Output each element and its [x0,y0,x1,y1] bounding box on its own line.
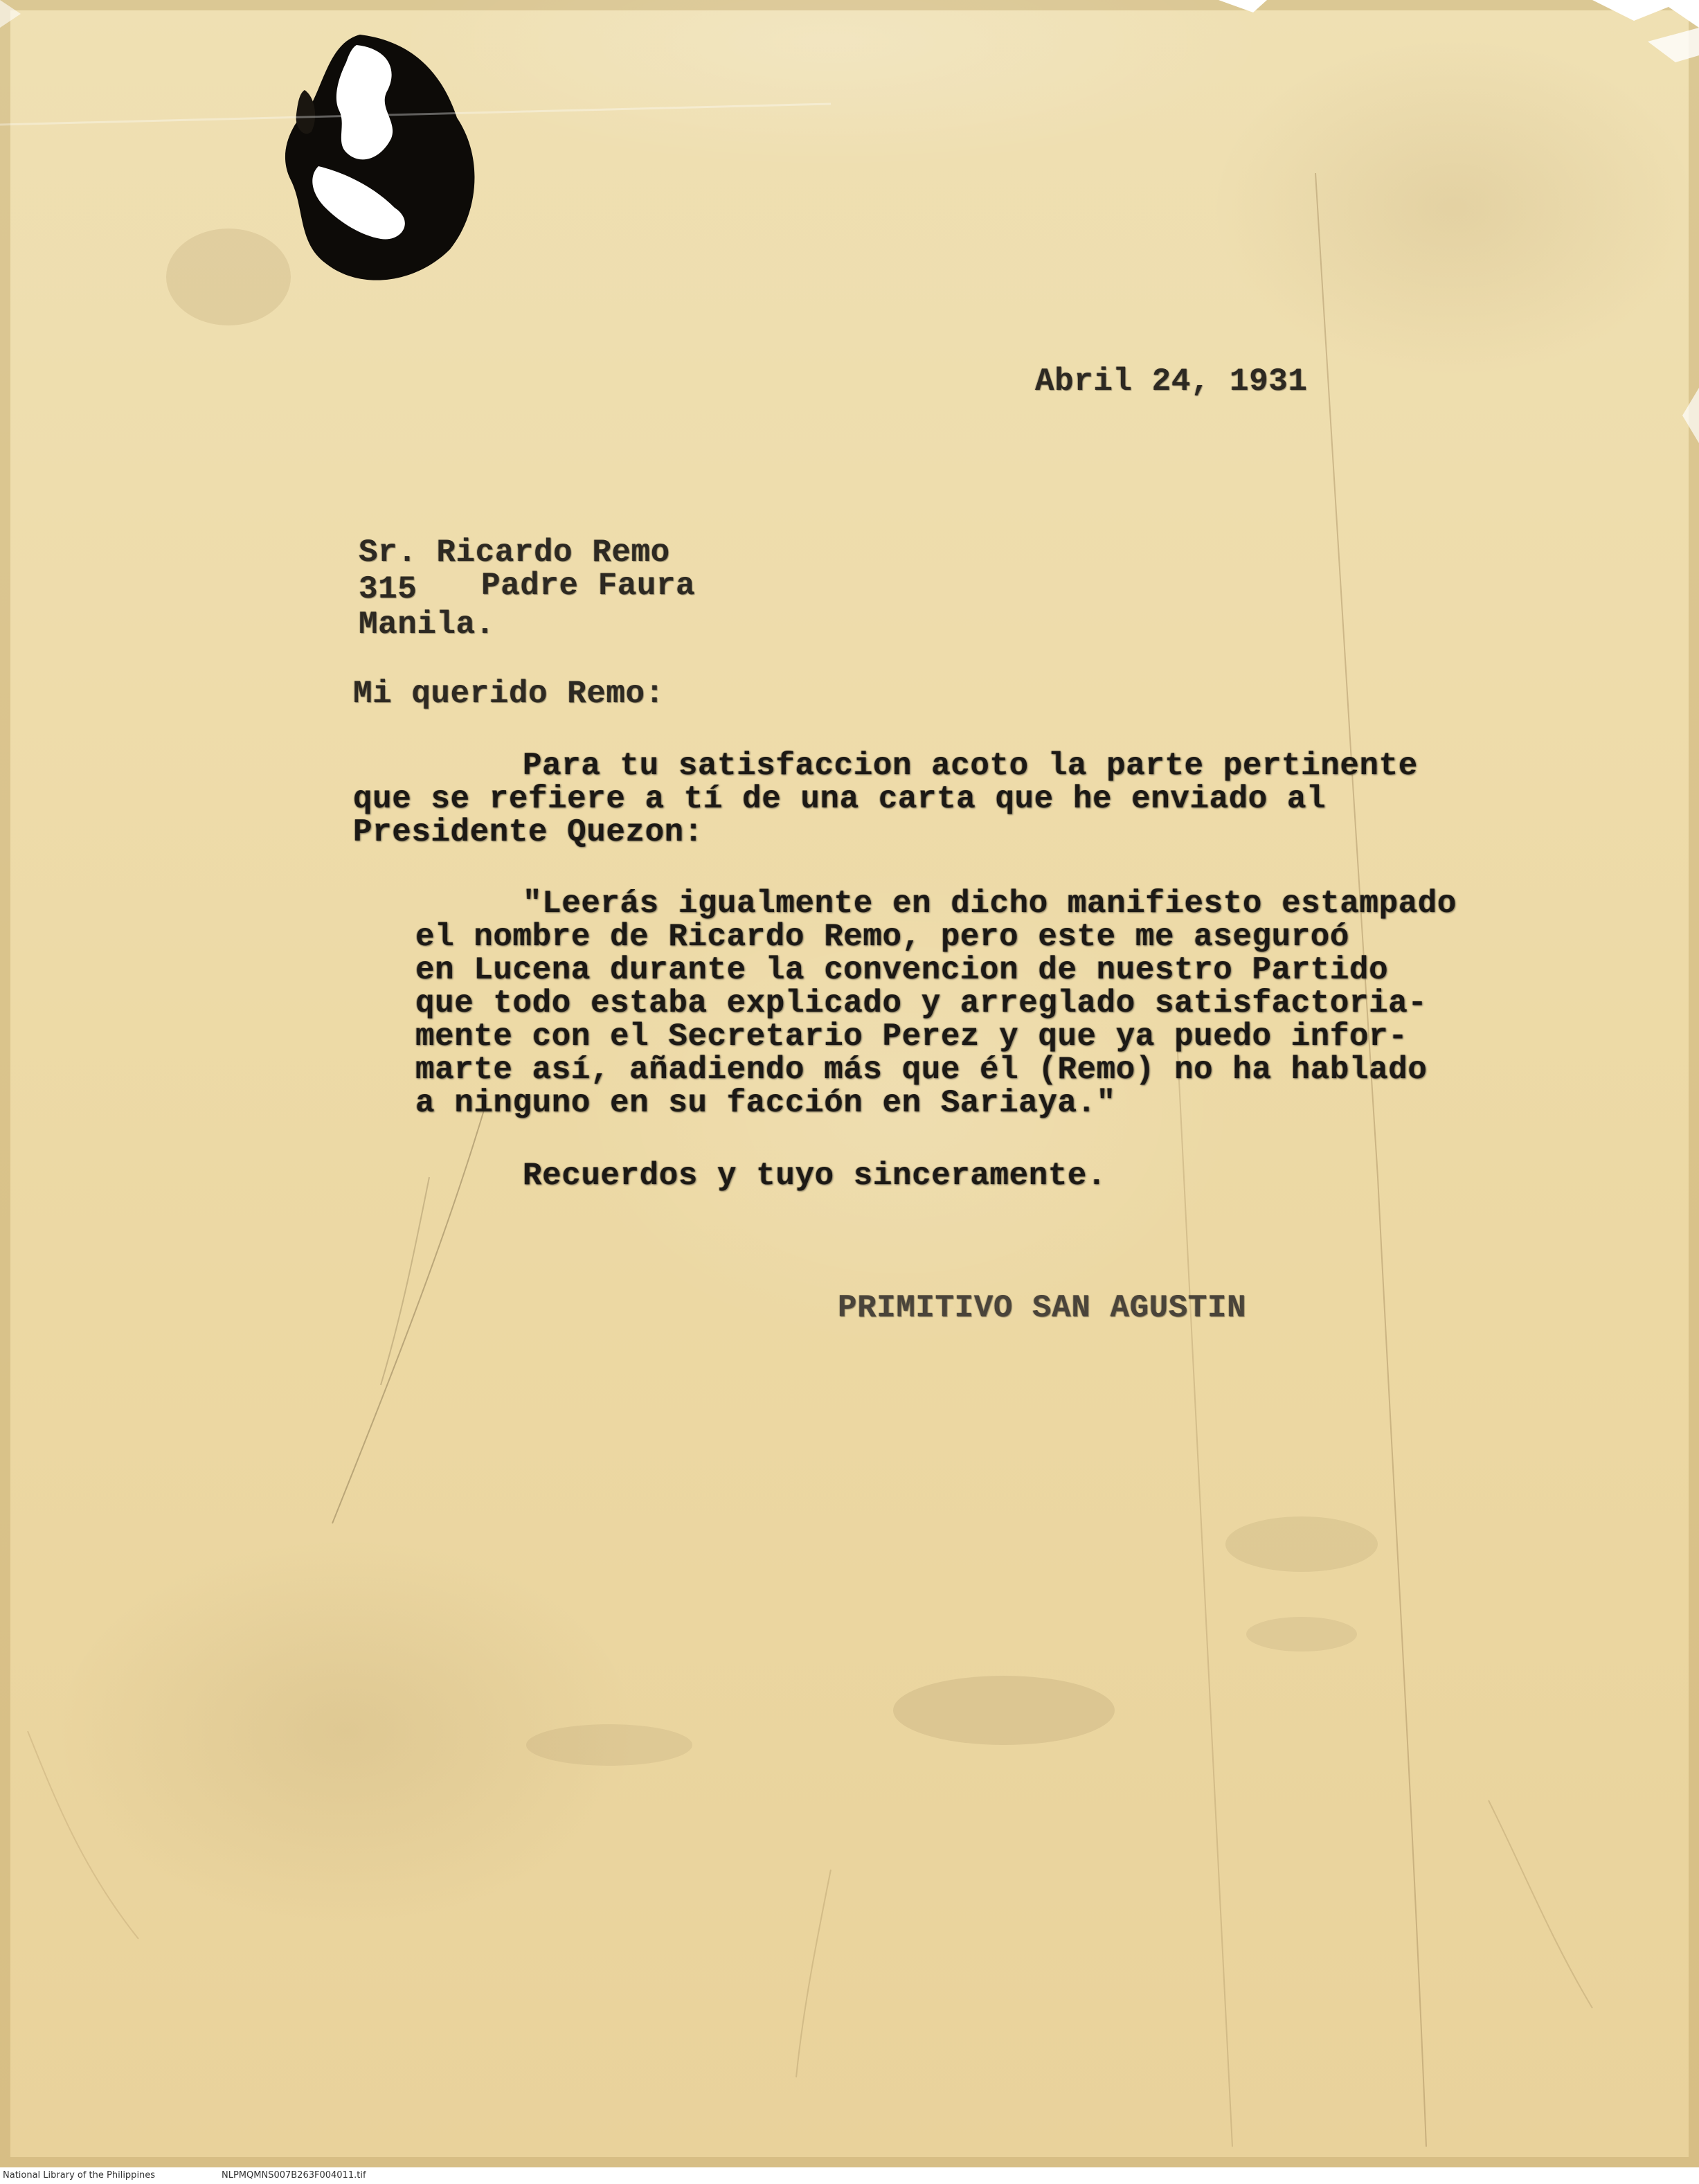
quote-line: marte así, añadiendo más que él (Remo) no ha hablado [415,1052,1428,1088]
intro-line: Presidente Quezon: [353,814,703,850]
quote-line: en Lucena durante la convencion de nuestro Partido [415,952,1389,988]
recipient-street-name: Padre Faura [481,568,696,604]
recipient-street-number: 315 [359,571,417,607]
footer-institution: National Library of the Philippines [3,2170,156,2181]
quote-line: a ninguno en su facción en Sariaya." [415,1085,1116,1121]
quote-line: el nombre de Ricardo Remo, pero este me aseguroó [415,919,1350,955]
salutation: Mi querido Remo: [353,676,665,712]
intro-line: Para tu satisfaccion acoto la parte pertinente [523,748,1418,784]
burn-hole [285,35,475,280]
quote-line: "Leerás igualmente en dicho manifiesto estampado [523,886,1457,922]
letter-date: Abril 24, 1931 [1035,364,1308,400]
signature: PRIMITIVO SAN AGUSTIN [838,1290,1247,1326]
closing: Recuerdos y tuyo sinceramente. [523,1158,1107,1194]
recipient-name: Sr. Ricardo Remo [359,535,670,571]
quote-line: que todo estaba explicado y arreglado satisfactoria- [415,985,1428,1021]
footer-file-id: NLPMQMNS007B263F004011.tif [222,2170,366,2181]
recipient-city: Manila. [359,607,495,643]
quote-line: mente con el Secretario Perez y que ya puedo infor- [415,1019,1408,1055]
intro-line: que se refiere a tí de una carta que he enviado al [353,781,1327,817]
